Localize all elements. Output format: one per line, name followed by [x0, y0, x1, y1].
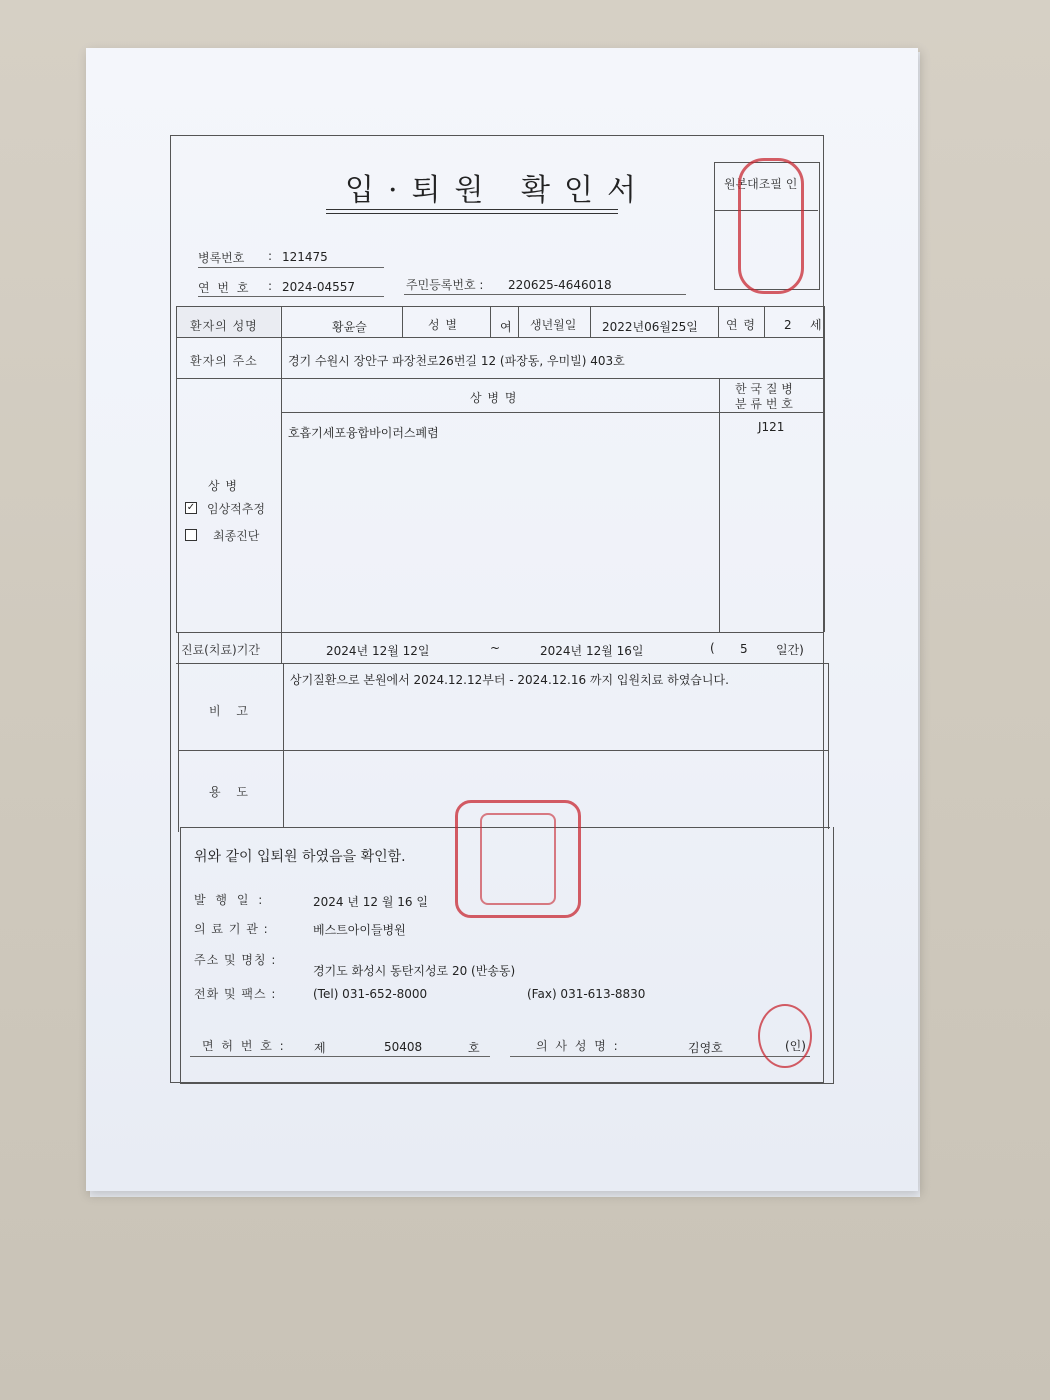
- license-suffix: 호: [468, 1041, 480, 1055]
- code-header-2: 분 류 번 호: [735, 397, 793, 411]
- serial-no-underline: [198, 296, 384, 297]
- institution-label: 의 료 기 관 :: [194, 922, 269, 936]
- verification-seal-icon: [738, 158, 804, 294]
- resident-no-label: 주민등록번호 :: [406, 278, 484, 292]
- diagnosis-name-value: 호흡기세포융합바이러스폐렴: [288, 426, 439, 440]
- hospital-seal-icon: [455, 800, 581, 918]
- period-paren: (: [710, 641, 715, 655]
- doctor-seal-suffix: (인): [785, 1039, 806, 1053]
- remarks-text: 상기질환으로 본원에서 2024.12.12부터 - 2024.12.16 까지 입원치료 하였습니다.: [290, 673, 729, 687]
- patient-name-value: 황윤슬: [332, 320, 367, 334]
- record-no-label: 병록번호: [198, 251, 245, 265]
- confirmation-text: 위와 같이 입퇴원 하였음을 확인함.: [194, 849, 406, 865]
- patient-name-label: 환자의 성명: [190, 319, 258, 333]
- period-days-unit: 일간): [776, 643, 804, 657]
- diagnosis-section-label: 상 병: [208, 479, 238, 493]
- period-end: 2024년 12월 16일: [540, 644, 644, 658]
- clinical-estimate-checkbox[interactable]: ✓: [186, 502, 196, 513]
- issue-date-value: 2024 년 12 월 16 일: [313, 895, 428, 909]
- serial-no-value: 2024-04557: [282, 280, 356, 294]
- diagnosis-code-value: J121: [758, 420, 785, 434]
- issue-date-label: 발 행 일 :: [194, 893, 266, 907]
- period-tilde: ~: [490, 641, 501, 655]
- final-diagnosis-label: 최종진단: [213, 529, 260, 543]
- doctor-label: 의 사 성 명 :: [536, 1039, 620, 1053]
- doctor-name: 김영호: [688, 1041, 723, 1055]
- address-value: 경기 수원시 장안구 파장천로26번길 12 (파장동, 우미빌) 403호: [288, 354, 625, 368]
- hospital-address-value: 경기도 화성시 동탄지성로 20 (반송동): [313, 964, 516, 978]
- sex-value: 여: [500, 320, 512, 334]
- resident-no-value: 220625-4646018: [508, 278, 612, 292]
- code-header-1: 한 국 질 병: [735, 382, 793, 396]
- hospital-address-label: 주소 및 명칭 :: [194, 953, 277, 967]
- purpose-label: 용 도: [209, 785, 254, 799]
- clinical-estimate-label: 임상적추정: [207, 502, 265, 516]
- period-start: 2024년 12월 12일: [326, 644, 430, 658]
- license-no: 50408: [384, 1040, 423, 1054]
- diagnosis-name-header: 상 병 명: [470, 391, 518, 405]
- sex-label: 성 별: [428, 318, 458, 332]
- birth-label: 생년월일: [530, 318, 577, 332]
- age-value: 2: [784, 318, 792, 332]
- resident-no-underline: [404, 294, 686, 295]
- period-label: 진료(치료)기간: [181, 643, 260, 657]
- final-diagnosis-checkbox[interactable]: [185, 529, 197, 541]
- remarks-label: 비 고: [209, 704, 254, 718]
- phone-label: 전화 및 팩스 :: [194, 987, 277, 1001]
- fax-value: (Fax) 031-613-8830: [527, 987, 646, 1001]
- doctor-seal-icon: [758, 1004, 812, 1068]
- tel-value: (Tel) 031-652-8000: [313, 987, 428, 1001]
- original-verified-label: 원본대조필 인: [724, 177, 798, 191]
- institution-value: 베스트아이들병원: [313, 923, 406, 937]
- page-title: 입·퇴원 확인서: [345, 173, 650, 208]
- birth-value: 2022년06월25일: [602, 320, 698, 334]
- license-underline: [190, 1056, 490, 1057]
- age-unit: 세: [810, 318, 822, 332]
- title-underline: [326, 209, 618, 210]
- period-days: 5: [740, 642, 748, 656]
- license-label: 면 허 번 호 :: [202, 1039, 286, 1053]
- record-no-underline: [198, 267, 384, 268]
- license-prefix: 제: [314, 1041, 326, 1055]
- age-label: 연 령: [726, 318, 756, 332]
- title-underline-double: [326, 213, 618, 214]
- serial-no-label: 연 번 호: [198, 281, 251, 295]
- record-no-value: 121475: [282, 250, 328, 264]
- address-label: 환자의 주소: [190, 354, 258, 368]
